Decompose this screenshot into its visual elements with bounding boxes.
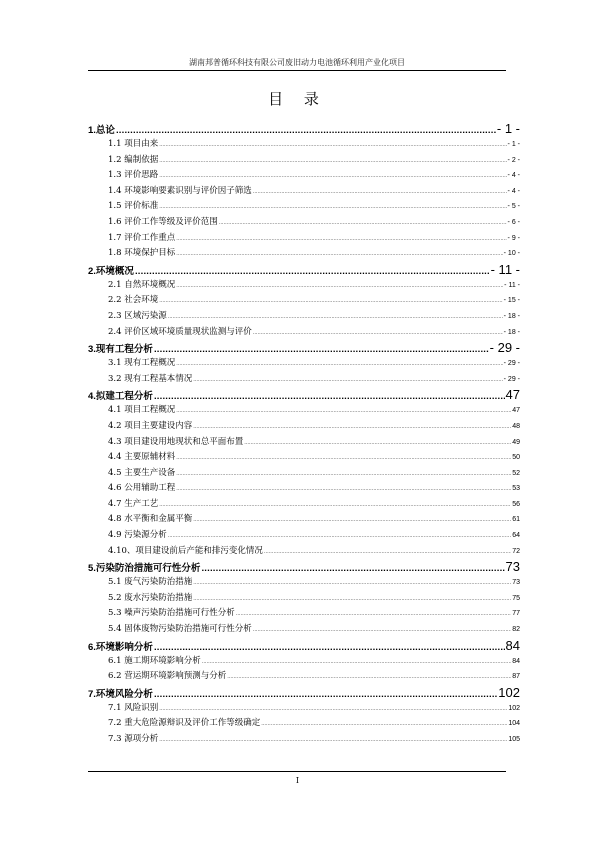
toc-entry-page: 84 — [512, 657, 520, 665]
toc-entry-label: 6.环境影响分析 — [88, 641, 153, 653]
toc-chapter-entry[interactable] — [88, 262, 520, 278]
toc-entry-page: - 6 - — [507, 218, 520, 226]
running-header: 湖南邦普循环科技有限公司废旧动力电池循环利用产业化项目 — [189, 58, 405, 67]
toc-section-entry[interactable] — [88, 669, 520, 685]
toc-entry-page: 61 — [512, 516, 520, 524]
toc-section-entry[interactable] — [88, 293, 520, 309]
toc-section-entry[interactable] — [88, 654, 520, 670]
toc-entry-label: 4.6 公用辅助工程 — [108, 483, 176, 494]
toc-dot-leader — [154, 640, 505, 656]
toc-section-entry[interactable] — [88, 575, 520, 591]
toc-chapter-entry[interactable] — [88, 387, 520, 403]
toc-entry-page: 48 — [512, 422, 520, 430]
toc-entry-page: 104 — [508, 720, 520, 728]
toc-dot-leader — [253, 326, 503, 342]
toc-entry-page: 52 — [512, 469, 520, 477]
toc-entry-label: 4.9 污染源分析 — [108, 530, 167, 541]
toc-entry-page: 56 — [512, 500, 520, 508]
page-number: I — [295, 776, 300, 785]
toc-entry-page: - 11 - — [490, 261, 520, 277]
toc-section-entry[interactable] — [88, 497, 520, 513]
toc-dot-leader — [159, 154, 506, 170]
toc-section-entry[interactable] — [88, 701, 520, 717]
toc-entry-page: - 11 - — [504, 281, 520, 289]
toc-entry-label: 5.污染防治措施可行性分析 — [88, 563, 201, 575]
toc-entry-label: 4.7 生产工艺 — [108, 498, 159, 509]
toc-entry-label: 5.4 固体废物污染防治措施可行性分析 — [108, 624, 252, 635]
toc-entry-page: - 29 - — [489, 340, 520, 356]
toc-dot-leader — [193, 373, 502, 389]
toc-entry-page: 77 — [512, 610, 520, 618]
toc-dot-leader — [159, 294, 502, 310]
toc-section-entry[interactable] — [88, 544, 520, 560]
toc-dot-leader — [176, 467, 511, 483]
toc-entry-label: 7.2 重大危险源辩识及评价工作等级确定 — [108, 718, 261, 729]
toc-section-entry[interactable] — [88, 435, 520, 451]
toc-section-entry[interactable] — [88, 199, 520, 215]
toc-chapter-entry[interactable] — [88, 559, 520, 575]
toc-chapter-entry[interactable] — [88, 121, 520, 137]
toc-entry-label: 5.2 废水污染防治措施 — [108, 592, 193, 603]
toc-section-entry[interactable] — [88, 512, 520, 528]
toc-entry-page: 87 — [512, 673, 520, 681]
toc-dot-leader — [176, 482, 511, 498]
toc-section-entry[interactable] — [88, 606, 520, 622]
toc-section-entry[interactable] — [88, 372, 520, 388]
toc-entry-page: 82 — [512, 626, 520, 634]
toc-section-entry[interactable] — [88, 356, 520, 372]
toc-dot-leader — [168, 529, 511, 545]
toc-section-entry[interactable] — [88, 450, 520, 466]
toc-entry-page: - 4 - — [507, 172, 520, 180]
toc-entry-label: 7.环境风险分析 — [88, 688, 153, 700]
toc-dot-leader — [176, 451, 511, 467]
toc-dot-leader — [244, 436, 511, 452]
toc-dot-leader — [176, 232, 506, 248]
toc-entry-label: 4.拟建工程分析 — [88, 391, 153, 403]
table-of-contents — [88, 121, 520, 748]
toc-chapter-entry[interactable] — [88, 340, 520, 356]
toc-dot-leader — [159, 498, 511, 514]
toc-dot-leader — [201, 561, 504, 577]
toc-entry-label: 3.现有工程分析 — [88, 344, 153, 356]
toc-section-entry[interactable] — [88, 419, 520, 435]
toc-dot-leader — [193, 592, 511, 608]
toc-section-entry[interactable] — [88, 137, 520, 153]
toc-entry-page: 53 — [512, 485, 520, 493]
toc-section-entry[interactable] — [88, 184, 520, 200]
toc-entry-label: 2.2 社会环境 — [108, 295, 159, 306]
toc-section-entry[interactable] — [88, 732, 520, 748]
toc-entry-label: 1.8 环境保护目标 — [108, 248, 176, 259]
toc-dot-leader — [193, 513, 511, 529]
toc-entry-label: 3.2 现有工程基本情况 — [108, 373, 193, 384]
toc-entry-label: 2.环境概况 — [88, 265, 134, 277]
toc-entry-label: 2.1 自然环境概况 — [108, 279, 176, 290]
toc-entry-label: 3.1 现有工程概况 — [108, 358, 176, 369]
toc-entry-page: - 29 - — [503, 360, 520, 368]
toc-entry-page: 105 — [508, 736, 520, 743]
toc-entry-page: 75 — [512, 594, 520, 602]
toc-dot-leader — [253, 623, 511, 639]
toc-entry-page: - 18 - — [503, 312, 520, 320]
toc-entry-label: 1.1 项目由来 — [108, 139, 159, 149]
toc-dot-leader — [253, 185, 507, 201]
toc-dot-leader — [154, 342, 489, 358]
toc-entry-page: 49 — [512, 438, 520, 446]
toc-entry-page: 73 — [505, 559, 520, 575]
page-title: 目 录 — [268, 90, 327, 108]
toc-chapter-entry[interactable] — [88, 685, 520, 701]
toc-entry-label: 4.2 项目主要建设内容 — [108, 420, 193, 431]
toc-entry-page: 47 — [512, 407, 520, 415]
toc-dot-leader — [193, 576, 511, 592]
footer-divider — [88, 771, 506, 772]
toc-dot-leader — [168, 310, 503, 326]
toc-entry-label: 4.1 项目工程概况 — [108, 405, 176, 416]
toc-entry-label: 4.3 项目建设用地现状和总平面布置 — [108, 436, 244, 447]
toc-entry-page: - 10 - — [503, 250, 520, 258]
toc-entry-label: 1.6 评价工作等级及评价范围 — [108, 216, 218, 227]
header-divider — [88, 70, 506, 71]
toc-dot-leader — [219, 216, 507, 232]
toc-entry-page: 47 — [505, 387, 520, 403]
toc-dot-leader — [135, 264, 490, 280]
toc-entry-label: 5.3 噪声污染防治措施可行性分析 — [108, 608, 235, 619]
toc-entry-page: - 9 - — [507, 234, 520, 242]
toc-dot-leader — [227, 670, 511, 686]
toc-entry-page: - 1 - — [496, 121, 520, 136]
toc-section-entry[interactable] — [88, 325, 520, 341]
toc-dot-leader — [193, 420, 511, 436]
toc-dot-leader — [176, 404, 511, 420]
toc-entry-label: 2.4 评价区域环境质量现状监测与评价 — [108, 326, 252, 337]
toc-entry-label: 7.3 源项分析 — [108, 734, 159, 744]
toc-section-entry[interactable] — [88, 278, 520, 294]
toc-section-entry[interactable] — [88, 528, 520, 544]
toc-entry-page: - 5 - — [507, 203, 520, 211]
toc-chapter-entry[interactable] — [88, 638, 520, 654]
toc-entry-page: - 15 - — [503, 297, 520, 305]
toc-entry-label: 2.3 区域污染源 — [108, 310, 167, 321]
toc-dot-leader — [159, 733, 507, 749]
toc-section-entry[interactable] — [88, 591, 520, 607]
toc-section-entry[interactable] — [88, 466, 520, 482]
toc-entry-page: - 1 - — [507, 141, 520, 148]
toc-dot-leader — [159, 169, 506, 185]
toc-entry-label: 1.2 编制依据 — [108, 154, 159, 165]
toc-section-entry[interactable] — [88, 153, 520, 169]
toc-entry-label: 7.1 风险识别 — [108, 702, 159, 713]
toc-dot-leader — [264, 545, 511, 561]
toc-entry-label: 5.1 废气污染防治措施 — [108, 577, 193, 588]
toc-section-entry[interactable] — [88, 168, 520, 184]
toc-dot-leader — [159, 200, 506, 216]
toc-entry-label: 4.4 主要原辅材料 — [108, 452, 176, 463]
toc-entry-page: - 4 - — [507, 187, 520, 195]
toc-dot-leader — [176, 279, 503, 295]
toc-entry-label: 1.7 评价工作重点 — [108, 232, 176, 243]
toc-entry-page: 72 — [512, 547, 520, 555]
toc-entry-page: - 18 - — [503, 328, 520, 336]
toc-section-entry[interactable] — [88, 231, 520, 247]
toc-entry-page: 64 — [512, 532, 520, 540]
toc-section-entry[interactable] — [88, 215, 520, 231]
toc-entry-label: 6.2 营运期环境影响预测与分析 — [108, 671, 227, 682]
toc-dot-leader — [159, 138, 506, 154]
toc-dot-leader — [154, 389, 505, 405]
toc-section-entry[interactable] — [88, 246, 520, 262]
toc-section-entry[interactable] — [88, 309, 520, 325]
toc-entry-page: 73 — [512, 579, 520, 587]
toc-entry-label: 1.5 评价标准 — [108, 201, 159, 212]
toc-section-entry[interactable] — [88, 481, 520, 497]
toc-entry-label: 6.1 施工期环境影响分析 — [108, 655, 201, 666]
toc-entry-page: - 29 - — [503, 375, 520, 383]
toc-dot-leader — [236, 607, 511, 623]
toc-entry-label: 1.3 评价思路 — [108, 170, 159, 181]
toc-entry-label: 1.总论 — [88, 125, 115, 136]
toc-section-entry[interactable] — [88, 716, 520, 732]
toc-entry-page: 50 — [512, 454, 520, 462]
toc-section-entry[interactable] — [88, 622, 520, 638]
toc-entry-label: 1.4 环境影响要素识别与评价因子筛选 — [108, 185, 252, 196]
toc-dot-leader — [261, 717, 507, 733]
toc-entry-page: 102 — [508, 704, 520, 712]
toc-section-entry[interactable] — [88, 403, 520, 419]
toc-dot-leader — [176, 357, 502, 373]
toc-entry-label: 4.10、项目建设前后产能和排污变化情况 — [108, 545, 263, 556]
toc-entry-page: 84 — [505, 637, 520, 653]
toc-entry-page: 102 — [498, 684, 520, 700]
toc-dot-leader — [116, 123, 496, 139]
toc-entry-page: - 2 - — [507, 156, 520, 164]
toc-entry-label: 4.5 主要生产设备 — [108, 467, 176, 478]
toc-dot-leader — [159, 702, 507, 718]
toc-dot-leader — [202, 655, 511, 671]
toc-dot-leader — [154, 687, 497, 703]
toc-dot-leader — [176, 247, 502, 263]
toc-entry-label: 4.8 水平衡和金属平衡 — [108, 514, 193, 525]
